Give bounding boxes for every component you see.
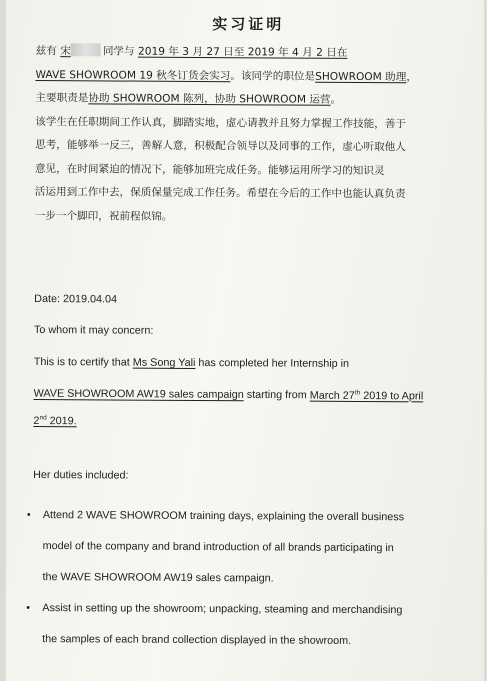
en-text: 2019 to April: [360, 389, 424, 402]
position-title: SHOWROOM 助理: [315, 70, 407, 83]
internship-dates: 2019 年 3 月 27 日至 2019 年 4 月 2 日在: [137, 45, 348, 59]
list-item: [26, 500, 433, 595]
duty-line: the WAVE SHOWROOM AW19 sales campaign.: [42, 571, 274, 585]
cn-line-7: 活运用到工作中去，保质保量完成工作任务。希望在今后的工作中也能认真负责: [34, 185, 406, 201]
cn-line-8: 一步一个脚印，祝前程似锦。: [34, 209, 173, 223]
main-duties: 协助 SHOWROOM 陈列，协助 SHOWROOM 运营: [88, 92, 331, 106]
en-text: This is to certify that: [33, 355, 133, 369]
cn-text: 同学与: [102, 45, 135, 58]
bullet-icon: •: [26, 508, 31, 521]
certificate-sheet: [26, 0, 461, 647]
company-event: WAVE SHOWROOM 19 秋冬订货会实习: [35, 68, 231, 82]
cn-text: 兹有: [35, 44, 57, 58]
duties-heading: Her duties included:: [33, 468, 129, 482]
student-name-redacted: [60, 45, 103, 57]
en-text: starting from: [243, 388, 310, 402]
cn-text: 主要职责是: [35, 91, 89, 105]
cn-text: 。该同学的职位是: [230, 69, 316, 83]
cn-text: 。: [330, 93, 342, 106]
ordinal-suffix: th: [354, 388, 361, 396]
duty-line: model of the company and brand introduction of all brands participating in: [42, 540, 394, 555]
en-text: 2019.: [46, 414, 77, 427]
duty-line: Assist in setting up the showroom; unpacking, steaming and merchandising: [42, 602, 403, 617]
list-item: [26, 593, 432, 657]
document-title: 实习证明: [212, 15, 285, 34]
bullet-icon: •: [26, 601, 31, 614]
en-text: March 27: [309, 389, 355, 402]
chinese-certificate-body: [35, 40, 444, 230]
en-text: has completed her Internship in: [195, 356, 350, 370]
date-range-end: [33, 415, 76, 427]
campaign-name: WAVE SHOWROOM AW19 sales campaign: [33, 387, 244, 401]
en-text: 2: [33, 414, 40, 427]
ordinal-suffix: nd: [39, 414, 47, 422]
english-cert-line-2: [34, 387, 459, 402]
cn-line-5: 思考，能够举一反三，善解人意，积极配合领导以及同事的工作，虚心听取他人: [35, 138, 406, 154]
english-salutation: To whom it may concern:: [33, 323, 154, 337]
cn-line-1: [36, 40, 444, 66]
document-page: [6, 0, 484, 681]
date-range-start: [310, 389, 424, 402]
duties-list: [26, 500, 433, 657]
english-cert-line-1: [34, 356, 459, 371]
cn-text: ，: [406, 70, 417, 83]
cn-line-3: [35, 87, 443, 113]
student-surname: 宋: [60, 45, 71, 58]
intern-name: Ms Song Yali: [132, 356, 196, 369]
cn-line-4: 该学生在任职期间工作认真，脚踏实地，虚心请教并且努力掌握工作技能，善于: [35, 115, 407, 130]
english-date: Date: 2019.04.04: [34, 292, 118, 306]
duty-line: the samples of each brand collection displayed in the showroom.: [42, 633, 352, 647]
redaction-block: [71, 43, 101, 56]
duty-line: Attend 2 WAVE SHOWROOM training days, explaining the overall business: [42, 509, 405, 524]
english-cert-line-3: [33, 414, 458, 429]
cn-line-6: 意见，在时间紧迫的情况下，能够加班完成任务。能够运用所学习的知识灵: [34, 162, 385, 177]
cn-line-2: [35, 63, 443, 89]
